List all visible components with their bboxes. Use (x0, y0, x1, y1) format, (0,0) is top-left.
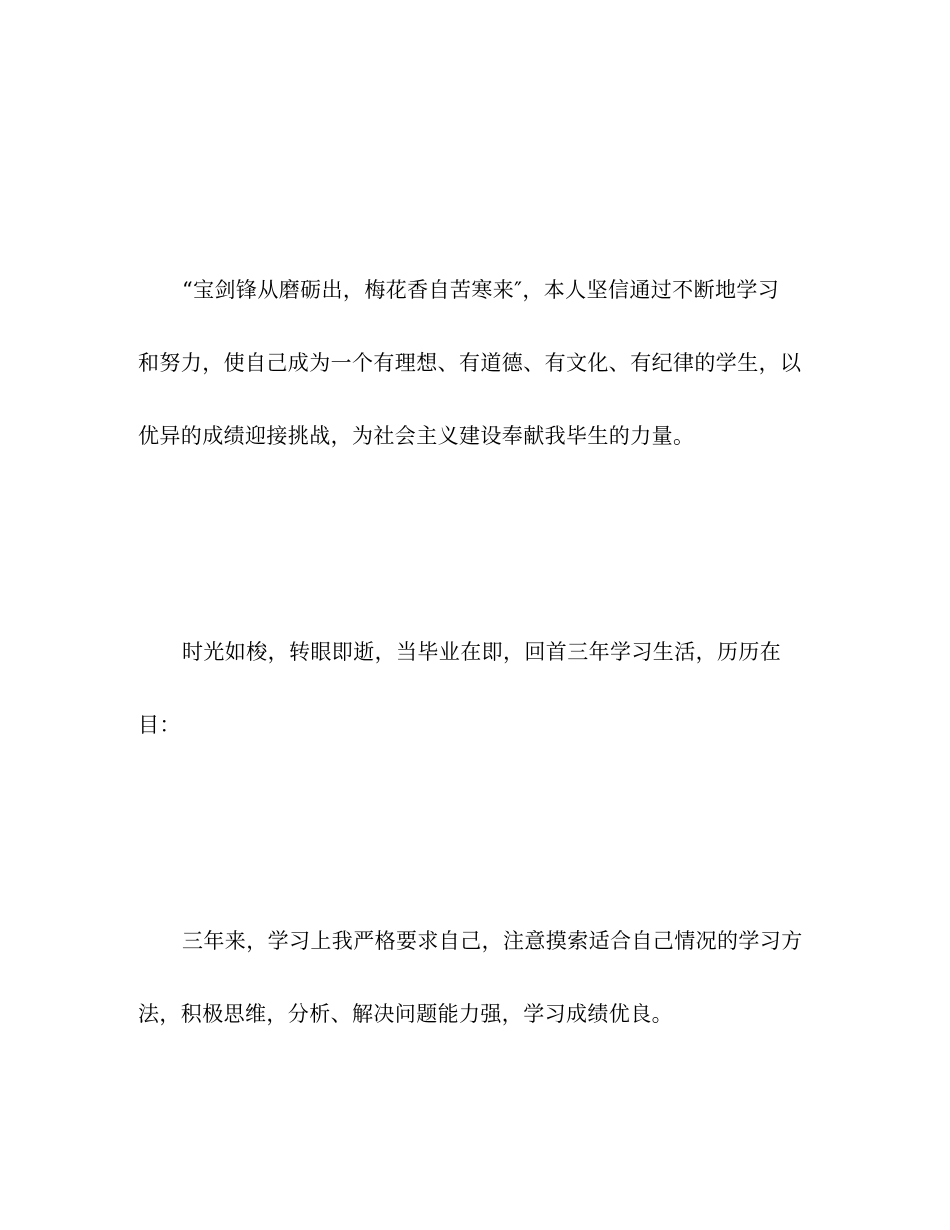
paragraph-line: 三年来，学习上我严格要求自己，注意摸索适合自己情况的学习方 (182, 929, 803, 953)
paragraph-line: 法，积极思维，分析、解决问题能力强，学习成绩优良。 (138, 1002, 673, 1026)
paragraph-line: 优异的成绩迎接挑战，为社会主义建设奉献我毕生的力量。 (138, 424, 695, 448)
paragraph-line: 时光如梭，转眼即逝，当毕业在即，回首三年学习生活，历历在 (182, 640, 782, 664)
paragraph-line: 和努力，使自己成为一个有理想、有道德、有文化、有纪律的学生，以 (138, 351, 802, 375)
paragraph-line: “宝剑锋从磨砺出，梅花香自苦寒来″，本人坚信通过不断地学习 (182, 278, 780, 302)
paragraph-line: 目： (138, 713, 181, 737)
